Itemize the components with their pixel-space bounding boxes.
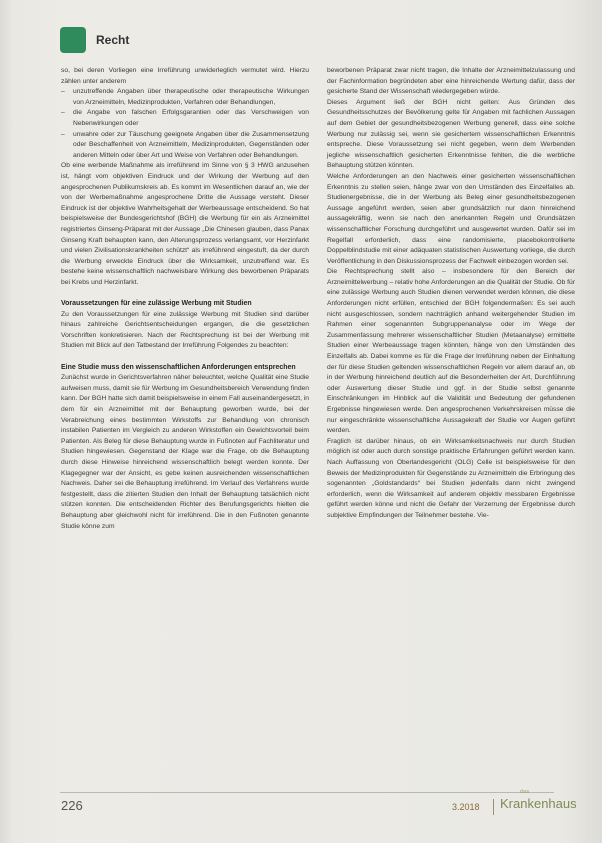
bullet-item: – unwahre oder zur Täuschung geeignete Angaben über die Zusammensetzung oder Beschaffenheit von Arzneimitteln, Medizinprodukten, Gegenständen oder anderen Mitteln oder über Art und Weise von Verfahren oder Behandlungen. bbox=[61, 130, 309, 162]
paragraph: Welche Anforderungen an den Nachweis einer gesicherten wissenschaftlichen Erkenntnis zu stellen seien, hänge zwar von den Umständen des Einzelfalles ab. Studienergebnisse, die in der Werbung als Beleg einer gesundheitsbezogenen Aussage angeführt werden, seien aber grundsätzlich nur dann hinreichend aussagekräftig, wenn sie nach den anerkannten Regeln und Grundsätzen wissenschaftlicher Forschung durchgeführt und ausgewertet wurden. Dafür sei im Regelfall erforderlich, dass eine randomisierte, placebokontrollierte Doppelblindstudie mit einer adäquaten statistischen Auswertung vorliege, die durch Veröffentlichung in den Diskussionsprozess der Fachwelt einbezogen worden sei. bbox=[327, 172, 575, 265]
page-number: 226 bbox=[61, 798, 83, 813]
bullet-item: – unzutreffende Angaben über therapeutische oder therapeutische Wirkungen von Arzneimitteln, Medizinprodukten, Verfahren oder Behandlungen, bbox=[61, 87, 309, 108]
subheading: Voraussetzungen für eine zulässige Werbung mit Studien bbox=[61, 300, 252, 308]
paragraph: Ob eine werbende Maßnahme als irreführend im Sinne von § 3 HWG anzusehen ist, hängt vom objektiven Eindruck und der Wirkung der Werbung auf den angesprochenen Publikumskreis ab. Es kommt im Wesentlichen darauf an, wie der von der Werbemaßnahme angesprochene Dritte die Aussage versteht. Dieser Eindruck ist der objektive Wahrheitsgehalt der Werbeaussage entscheidend. So hat beispielsweise der Bundesgerichtshof (BGH) die Werbung für ein als Arzneimittel registriertes Ginseng-Präparat mit der Aussage „Die Chinesen glauben, dass Panax Ginseng Kraft behaupten kann, den Alterungsprozess verlangsamt, vor Herzinfarkt und vielen Zivilisationskrankheiten schützt“ als irreführend eingestuft, da der durch die Werbung erweckte Eindruck über die Wirksamkeit, unzutreffend war. Es bestehe keine wissenschaftlich nachweisbare Wirkung des beworbenen Präparats bei Krebs und Herzinfarkt. bbox=[61, 162, 309, 286]
paragraph: Zu den Voraussetzungen für eine zulässige Werbung mit Studien sind darüber hinaus zahlreiche Gerichtsentscheidungen ergangen, die die gesetzlichen Vorschriften konkretisieren. Nach der Rechtsprechung ist bei der Werbung mit Studien mit Blick auf den Tatbestand der Irreführung Folgendes zu beachten: bbox=[61, 310, 309, 350]
section-title: Recht bbox=[96, 33, 130, 47]
subheading: Eine Studie muss den wissenschaftlichen Anforderungen entsprechen bbox=[61, 363, 296, 371]
paragraph: so, bei deren Vorliegen eine Irreführung unwiderleglich vermutet wird. Hierzu zählen unter anderem bbox=[61, 67, 309, 85]
issue-number: 3.2018 bbox=[452, 802, 480, 812]
paragraph: Die Rechtsprechung stellt also – insbesondere für den Bereich der Arzneimittelwerbung – relativ hohe Anforderungen an die Qualität der Studie. Ob für eine zulässige Werbung auch Studien dienen verwendet werden können, die diese Anforderungen nicht erfüllen, entschied der BGH folgendermaßen: Es sei auch nicht ausgeschlossen, sondern nachträglich anhand weitergehender Studien im Rahmen einer sogenannten Subgruppenanalyse oder im Wege der Zusammenfassung mehrerer wissenschaftlicher Studien (Metaanalyse) ermittelte Studien einer Werbeaussage tragen könnten, hänge von den Umständen des Einzelfalls ab. Dabei komme es für die Frage der Irreführung neben der Einhaltung der für diese Studien geltenden wissenschaftlichen Regeln vor allem darauf an, ob in der Werbung hinreichend deutlich auf die Besonderheiten der Art, Durchführung oder Auswertung dieser Studie und ggf. in der Studie selbst genannte Einschränkungen im Hinblick auf die Validität und Bedeutung der gefundenen Ergebnisse hingewiesen werde. Den angesprochenen Verkehrskreisen müsse die nur eingeschränkte wissenschaftliche Aussagekraft der Studie vor Augen geführt werden. bbox=[327, 268, 575, 435]
footer-divider bbox=[493, 799, 494, 815]
paragraph: Zunächst wurde in Gerichtsverfahren näher beleuchtet, welche Qualität eine Studie aufweisen muss, damit sie für Werbung im Gesundheitsbereich Verwendung finden kann. Der BGH hatte sich damit beispielsweise in einem Fall auseinandergesetzt, in dem für ein Arzneimittel mit der Behauptung geworben wurde, bei der Verabreichung eines bestimmten Wirkstoffs zur Behandlung von chronisch instabilen Patienten im Vergleich zu anderen Wirkstoffen ein Gewichtsvorteil beim Patienten. Als Beleg für diese Behauptung wurde in Fußnoten auf Fachliteratur und Studien hingewiesen. Gegenstand der Klage war die Frage, ob die Behauptung durch diese Hinweise hinreichend wissenschaftlich belegt werden konnte. Der Klagegegner war der Ansicht, es gebe keinen ausreichenden wissenschaftlichen Nachweis. Daher sei die Behauptung irreführend. Im Verlauf des Verfahrens wurde festgestellt, dass die zitierten Studien den Inhalt der Behauptung tatsächlich nicht stützen konnten. Die entscheidenden Richter des Berufungsgerichts hielten die Behauptung aber gleichwohl nicht für irreführend. Die in den Fußnoten genannte Studie könne zum bbox=[61, 374, 309, 530]
bullet-list bbox=[61, 87, 309, 161]
paragraph: Dieses Argument ließ der BGH nicht gelten: Aus Gründen des Gesundheitsschutzes der Bevölkerung gelte für Angaben mit fachlichen Aussagen auf dem Gebiet der gesundheitsbezogenen Werbung generell, dass eine solche Werbung nur zulässig sei, wenn sie gesichertem wissenschaftlichen Erkenntnis entspreche. Diese Voraussetzung sei nicht gegeben, wenn dem Werbenden jegliche wissenschaftlich gesicherten Erkenntnisse fehlten, die die werbliche Behauptung stützen könnten. bbox=[327, 98, 575, 170]
section-badge-icon bbox=[60, 27, 86, 53]
paragraph: beworbenen Präparat zwar nicht tragen, die Inhalte der Arzneimittelzulassung und der Fachinformation begründeten aber eine hinreichende Wertung dafür, dass der gesicherte Stand der Wissenschaft wiedergegeben würde. bbox=[327, 67, 575, 96]
right-column bbox=[327, 66, 575, 522]
left-column bbox=[61, 66, 309, 532]
paragraph: Fraglich ist darüber hinaus, ob ein Wirksamkeitsnachweis nur durch Studien möglich ist oder auch durch sonstige praktische Erfahrungen geführt werden kann. Nach Auffassung von Oberlandesgericht (OLG) Celle ist beispielsweise für den Beweis der Medizinprodukten für Gegenstände zu Arzneimitteln die Erbringung des sogenannten „Goldstandards“ bei Studien jedenfalls dann nicht zwingend erforderlich, wenn die Wirksamkeit auf anderem objektiv messbaren Ergebnisse geführt werden könne und nicht die Gefahr der Verzerrung der Ergebnisse durch subjektive Empfindungen der Teilnehmer bestehe. Vie- bbox=[327, 437, 575, 519]
footer-rule bbox=[60, 792, 554, 793]
brand-logo: Krankenhaus bbox=[500, 796, 577, 811]
bullet-item: – die Angabe von falschen Erfolgsgarantien oder das Verschweigen von Nebenwirkungen oder bbox=[61, 108, 309, 129]
brand-prefix: das bbox=[520, 789, 530, 795]
section-header bbox=[60, 26, 129, 54]
